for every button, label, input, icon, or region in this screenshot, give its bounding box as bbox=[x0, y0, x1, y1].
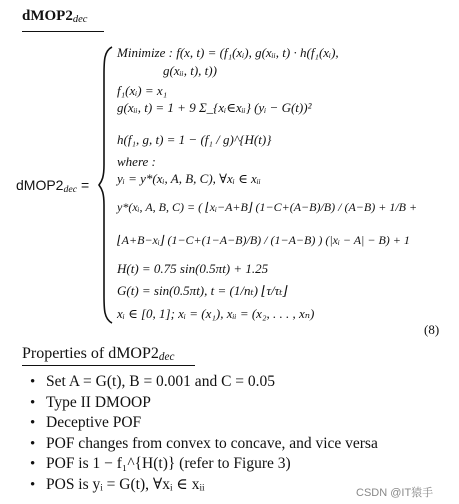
list-item: • POF changes from convex to concave, and vice versa bbox=[30, 434, 378, 455]
list-item: • POF is 1 − f₁^{H(t)} (refer to Figure 3) bbox=[30, 454, 378, 475]
list-item: • Deceptive POF bbox=[30, 413, 378, 434]
list-item: • POS is yᵢ = G(t), ∀xᵢ ∈ xᵢᵢ bbox=[30, 475, 378, 496]
equation-line-h: h(f₁, g, t) = 1 − (f₁ / g)^{H(t)} bbox=[117, 132, 272, 147]
equation-line-where: where : bbox=[117, 154, 156, 169]
list-item: • Set A = G(t), B = 0.001 and C = 0.05 bbox=[30, 372, 378, 393]
equation-label-main: dMOP2 bbox=[16, 177, 64, 193]
equation-line-g: g(xᵢᵢ, t) = 1 + 9 Σ_{xᵢ∈xᵢᵢ} (yᵢ − G(t))² bbox=[117, 100, 312, 115]
equation-line-minimize-cont: g(xᵢᵢ, t), t)) bbox=[163, 63, 217, 78]
list-item: • Type II DMOOP bbox=[30, 393, 378, 414]
equation-line-Ht: H(t) = 0.75 sin(0.5πt) + 1.25 bbox=[117, 261, 269, 276]
properties-list bbox=[30, 372, 378, 496]
properties-title-underline bbox=[22, 365, 195, 366]
left-brace-icon bbox=[98, 45, 114, 325]
equation-line-f1: f₁(xᵢ) = x₁ bbox=[117, 83, 168, 98]
equation-line-minimize: Minimize : f(x, t) = (f₁(xᵢ), g(xᵢᵢ, t) · h(f₁(xᵢ), bbox=[117, 45, 339, 60]
equation-line-yi: yᵢ = y*(xᵢ, A, B, C), ∀xᵢ ∈ xᵢᵢ bbox=[117, 171, 261, 186]
equation-label-sub: dec bbox=[63, 184, 78, 195]
watermark: CSDN @IT猿手 bbox=[356, 487, 434, 499]
properties-title-sub: dec bbox=[158, 351, 175, 363]
equation-line-ystar-cont: ⌊A+B−xᵢ⌋ (1−C+(1−A−B)/B) / (1−A−B) ) (|xᵢ − A| − B) + 1 bbox=[117, 233, 410, 247]
section-title bbox=[22, 8, 87, 25]
equation-label bbox=[16, 177, 89, 195]
properties-title bbox=[22, 345, 174, 363]
section-title-underline bbox=[22, 31, 104, 32]
properties-title-main: Properties of dMOP2 bbox=[22, 345, 159, 362]
equation-label-eq: = bbox=[77, 177, 90, 193]
equation-line-Gt: G(t) = sin(0.5πt), t = (1/nₜ) ⌊τ/τₜ⌋ bbox=[117, 283, 288, 298]
equation-line-domain: xᵢ ∈ [0, 1]; xᵢ = (x₁), xᵢᵢ = (x₂, . . . , xₙ) bbox=[117, 306, 315, 321]
equation-number: (8) bbox=[424, 322, 440, 337]
section-title-main: dMOP2 bbox=[22, 8, 73, 24]
section-title-subscript: dec bbox=[72, 14, 88, 25]
equation-line-ystar: y*(xᵢ, A, B, C) = ( ⌊xᵢ−A+B⌋ (1−C+(A−B)/B) / (A−B) + 1/B + bbox=[117, 200, 418, 214]
